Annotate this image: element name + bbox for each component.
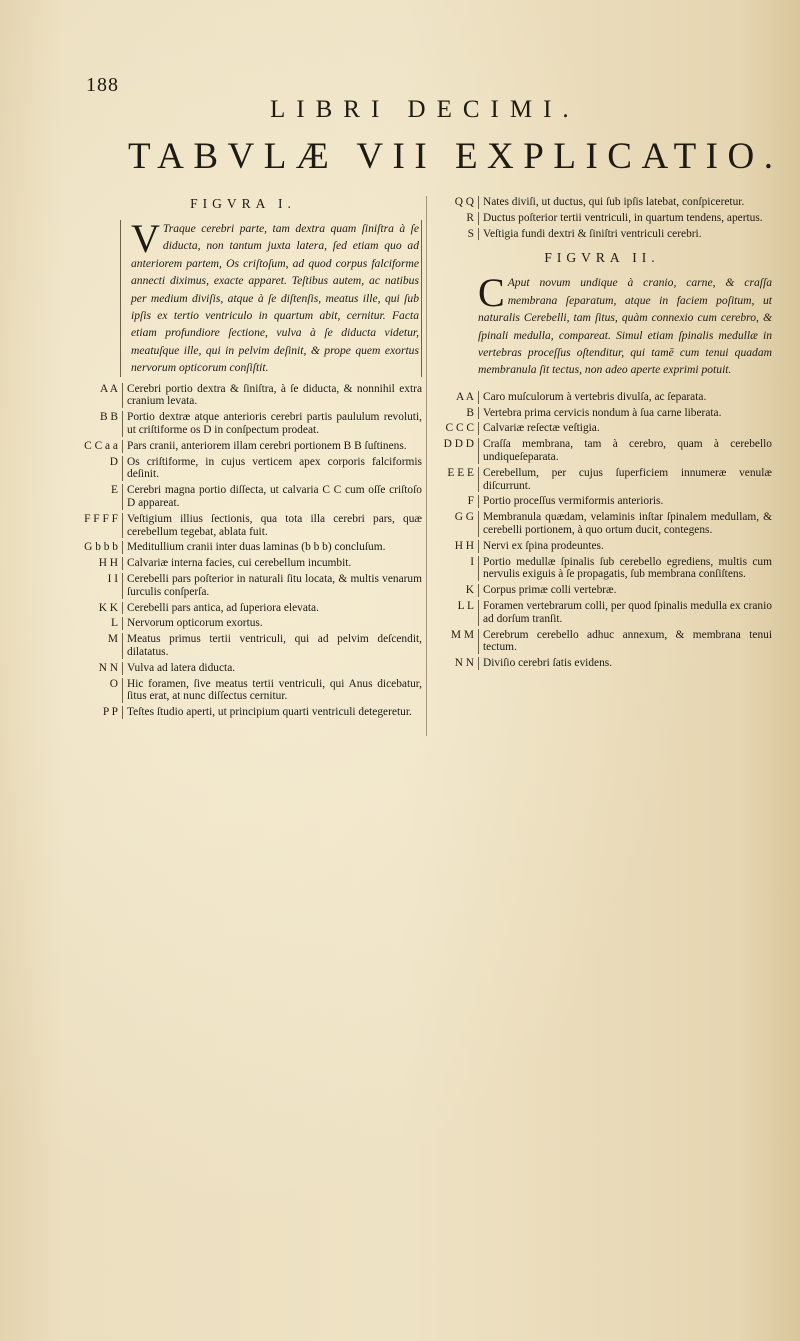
legend-row bbox=[432, 228, 772, 241]
legend-label: N N bbox=[454, 657, 474, 670]
legend-row bbox=[64, 557, 422, 570]
legend-row bbox=[432, 196, 772, 209]
legend-label: K bbox=[465, 584, 474, 597]
legend-text: Nervorum opticorum exortus. bbox=[122, 617, 422, 630]
column-divider bbox=[426, 196, 427, 736]
legend-label: C C C bbox=[445, 422, 474, 435]
legend-text: Membranula quædam, velaminis inſtar ſpinalem medullam, & cerebelli portionem, à quo ortum ducit, contegens. bbox=[478, 511, 772, 537]
legend-row bbox=[432, 629, 772, 655]
legend-label: C C a a bbox=[84, 439, 118, 452]
legend-text: Nervi ex ſpina prodeuntes. bbox=[478, 540, 772, 553]
legend-label: S bbox=[467, 227, 474, 240]
page-title: TABVLÆ VII EXPLICATIO. bbox=[128, 136, 783, 177]
legend-label: I I bbox=[107, 573, 118, 586]
legend-text: Pars cranii, anteriorem illam cerebri portionem B B ſuſtinens. bbox=[122, 440, 422, 453]
legend-label: L bbox=[111, 617, 118, 630]
legend-label: M bbox=[107, 633, 118, 646]
legend-row bbox=[432, 495, 772, 508]
figure-2-legend bbox=[432, 391, 772, 670]
legend-row bbox=[432, 467, 772, 493]
legend-row bbox=[432, 212, 772, 225]
legend-row bbox=[64, 602, 422, 615]
legend-text: Nates diviſi, ut ductus, qui ſub ipſis latebat, conſpiceretur. bbox=[478, 196, 772, 209]
legend-row bbox=[432, 584, 772, 597]
legend-row bbox=[432, 511, 772, 537]
figure-2-description-text: Aput novum undique à cranio, carne, & craſſa membrana ſeparatum, atque in faciem poſitum, ut naturalis Cerebelli, tam ſitus, quàm connexio cum cerebro, & ſpinali medulla, compareat. Simul etiam ſpinalis medullæ in vertebras proceſſus oſtenditur, qui tamē cum tenui quadam membranula ſit tectus, non adeo aperte exprimi potuit. bbox=[478, 276, 772, 377]
legend-row bbox=[64, 513, 422, 539]
legend-row bbox=[64, 633, 422, 659]
legend-row bbox=[432, 600, 772, 626]
legend-label: B B bbox=[99, 411, 118, 424]
figure-1-heading: FIGVRA I. bbox=[190, 196, 296, 211]
legend-row bbox=[432, 438, 772, 464]
legend-text: Cerebelli pars poſterior in naturali ſitu locata, & multis venarum ſurculis conſperſa. bbox=[122, 573, 422, 599]
legend-label: R bbox=[466, 211, 474, 224]
legend-row bbox=[64, 617, 422, 630]
legend-text: Portio proceſſus vermiformis anterioris. bbox=[478, 495, 772, 508]
legend-label: A A bbox=[455, 390, 474, 403]
legend-row bbox=[432, 540, 772, 553]
figure-2-heading: FIGVRA II. bbox=[544, 250, 660, 266]
legend-text: Caro muſculorum à vertebris divulſa, ac ſeparata. bbox=[478, 391, 772, 404]
legend-text: Diviſio cerebri ſatis evidens. bbox=[478, 657, 772, 670]
legend-row bbox=[64, 383, 422, 409]
legend-row bbox=[432, 422, 772, 435]
legend-label: M M bbox=[450, 628, 474, 641]
legend-label: N N bbox=[98, 661, 118, 674]
legend-text: Craſſa membrana, tam à cerebro, quam à cerebello undiqueſeparata. bbox=[478, 438, 772, 464]
figure-1-description-text: Traque cerebri parte, tam dextra quam ſiniſtra à ſe diducta, non tantum juxta latera, ſed etiam quo ad anteriorem partem, Os criſtoſum, ad quod corpus falciforme annecti diximus, exacte apparet. Teſtibus autem, ac natibus per medium diviſis, atque à ſe diſtenſis, meatus ille, qui ſub ipſis ex tertio ventriculo in quartum abit, cernitur. Facta etiam profundiore ſectione, vulva à ſe diducta videtur, meatuſque ille, qui in pelvim deſinit, & prope quem exortus nervorum opticorum conſiſtit. bbox=[131, 222, 419, 375]
legend-label: F bbox=[467, 495, 474, 508]
legend-row bbox=[64, 456, 422, 482]
legend-label: F F F F bbox=[84, 512, 118, 525]
legend-text: Vertebra prima cervicis nondum à ſua carne liberata. bbox=[478, 407, 772, 420]
legend-row bbox=[64, 706, 422, 719]
legend-label: E E E bbox=[447, 466, 474, 479]
right-column bbox=[432, 196, 772, 673]
legend-text: Calvariæ reſectæ veſtigia. bbox=[478, 422, 772, 435]
legend-text: Meditullium cranii inter duas laminas (b b b) concluſum. bbox=[122, 541, 422, 554]
legend-text: Os criſtiforme, in cujus verticem apex corporis falciformis deſinit. bbox=[122, 456, 422, 482]
legend-text: Portio dextræ atque anterioris cerebri partis paululum revoluti, ut criſtiforme os D in conſpectum prodeat. bbox=[122, 411, 422, 437]
figure-2-description bbox=[478, 270, 772, 378]
drop-cap: V bbox=[131, 216, 160, 261]
legend-row bbox=[432, 407, 772, 420]
legend-row bbox=[432, 556, 772, 582]
legend-text: Ductus poſterior tertii ventriculi, in quartum tendens, apertus. bbox=[478, 212, 772, 225]
legend-row bbox=[64, 484, 422, 510]
figure-1-legend bbox=[64, 383, 422, 719]
legend-label: G G bbox=[454, 511, 474, 524]
legend-text: Veſtigia fundi dextri & ſiniſtri ventriculi cerebri. bbox=[478, 228, 772, 241]
legend-label: Q Q bbox=[454, 196, 474, 208]
legend-text: Cerebelli pars antica, ad ſuperiora elevata. bbox=[122, 602, 422, 615]
legend-label: D bbox=[109, 455, 118, 468]
legend-text: Cerebrum cerebello adhuc annexum, & membrana tenui tectum. bbox=[478, 629, 772, 655]
legend-text: Calvariæ interna facies, cui cerebellum incumbit. bbox=[122, 557, 422, 570]
legend-row bbox=[432, 391, 772, 404]
legend-text: Hic foramen, ſive meatus tertii ventriculi, qui Anus dicebatur, ſitus erat, at nunc diſſectus cernitur. bbox=[122, 678, 422, 704]
legend-label: O bbox=[109, 677, 118, 690]
legend-row bbox=[64, 541, 422, 554]
legend-text: Cerebri magna portio diſſecta, ut calvaria C C cum oſſe criſtoſo D appareat. bbox=[122, 484, 422, 510]
legend-row bbox=[64, 440, 422, 453]
legend-text: Vulva ad latera diducta. bbox=[122, 662, 422, 675]
legend-row bbox=[64, 573, 422, 599]
legend-text: Cerebri portio dextra & ſiniſtra, à ſe diducta, & nonnihil extra cranium levata. bbox=[122, 383, 422, 409]
legend-text: Teſtes ſtudio aperti, ut principium quarti ventriculi detegeretur. bbox=[122, 706, 422, 719]
legend-label: A A bbox=[99, 382, 118, 395]
legend-label: H H bbox=[454, 539, 474, 552]
left-column bbox=[64, 196, 422, 722]
legend-text: Portio medullæ ſpinalis ſub cerebello egrediens, multis cum nervulis exiguis à ſe propagatis, ſub membrana conſiſtens. bbox=[478, 556, 772, 582]
legend-label: B bbox=[466, 406, 474, 419]
legend-label: G b b b bbox=[84, 541, 118, 554]
drop-cap: C bbox=[478, 270, 505, 316]
legend-label: E bbox=[111, 484, 118, 497]
figure-1-legend-continued bbox=[432, 196, 772, 240]
legend-text: Foramen vertebrarum colli, per quod ſpinalis medulla ex cranio ad dorſum tranſit. bbox=[478, 600, 772, 626]
legend-label: K K bbox=[98, 601, 118, 614]
legend-text: Corpus primæ colli vertebræ. bbox=[478, 584, 772, 597]
legend-text: Meatus primus tertii ventriculi, qui ad pelvim deſcendit, dilatatus. bbox=[122, 633, 422, 659]
legend-label: D D D bbox=[443, 438, 474, 451]
running-title: LIBRI DECIMI. bbox=[270, 96, 580, 123]
legend-text: Veſtigium illius ſectionis, qua tota illa cerebri pars, quæ cerebellum tegebat, ablata fuit. bbox=[122, 513, 422, 539]
legend-row bbox=[64, 678, 422, 704]
figure-1-description bbox=[120, 216, 422, 377]
page-number: 188 bbox=[86, 74, 119, 96]
legend-row bbox=[64, 662, 422, 675]
legend-label: P P bbox=[102, 706, 118, 719]
legend-label: H H bbox=[98, 557, 118, 570]
legend-text: Cerebellum, per cujus ſuperficiem innumeræ venulæ diſcurrunt. bbox=[478, 467, 772, 493]
legend-row bbox=[432, 657, 772, 670]
legend-row bbox=[64, 411, 422, 437]
legend-label: L L bbox=[457, 599, 474, 612]
legend-label: I bbox=[470, 555, 474, 568]
